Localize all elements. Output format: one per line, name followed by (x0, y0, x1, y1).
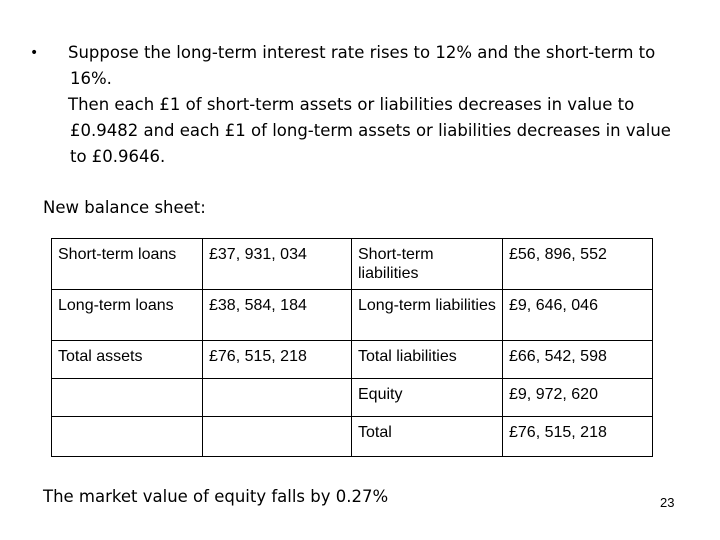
table-cell (203, 379, 352, 417)
table-cell: Short-term loans (52, 239, 203, 290)
table-cell: Short-term liabilities (352, 239, 503, 290)
subheading: New balance sheet: (43, 198, 206, 217)
table-row (52, 239, 653, 290)
table-cell: £76, 515, 218 (203, 341, 352, 379)
table-cell: Total liabilities (352, 341, 503, 379)
table-row (52, 417, 653, 457)
table-cell: Total assets (52, 341, 203, 379)
table-cell: Total (352, 417, 503, 457)
table-cell: Long-term loans (52, 290, 203, 341)
bullet-point (30, 40, 690, 170)
table-cell (203, 417, 352, 457)
table-row (52, 290, 653, 341)
equity-change-note: The market value of equity falls by 0.27% (43, 487, 389, 506)
table-cell: £9, 646, 046 (503, 290, 653, 341)
table-cell: £56, 896, 552 (503, 239, 653, 290)
bullet-symbol: • (30, 45, 39, 61)
bullet-line-1: Suppose the long-term interest rate rises to 12% and the short-term to 16%. (68, 43, 656, 88)
table-cell (52, 417, 203, 457)
table-row (52, 341, 653, 379)
balance-sheet-table (51, 238, 653, 457)
table-cell: £66, 542, 598 (503, 341, 653, 379)
table-cell: £9, 972, 620 (503, 379, 653, 417)
bullet-text (70, 40, 690, 170)
table-cell: £38, 584, 184 (203, 290, 352, 341)
table-cell (52, 379, 203, 417)
table-cell: Equity (352, 379, 503, 417)
table-cell: Long-term liabilities (352, 290, 503, 341)
table-cell: £37, 931, 034 (203, 239, 352, 290)
table-row (52, 379, 653, 417)
table-cell: £76, 515, 218 (503, 417, 653, 457)
bullet-line-2: Then each £1 of short-term assets or liabilities decreases in value to £0.9482 and each £1 of long-term assets or liabilities decreases in value to £0.9646. (68, 95, 671, 166)
page-number: 23 (660, 495, 675, 510)
